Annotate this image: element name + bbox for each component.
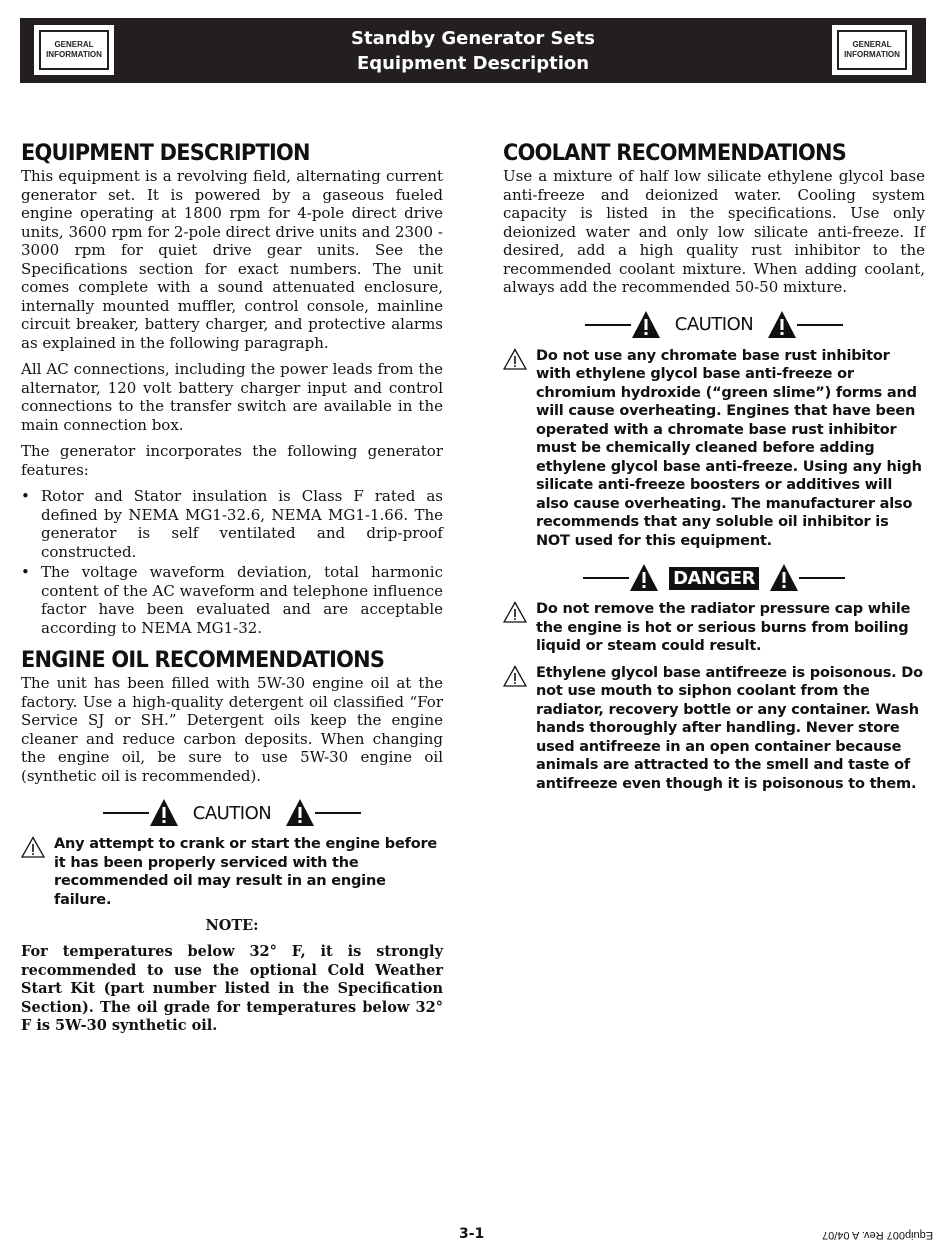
badge-right-text: GENERAL INFORMATION [837,30,907,70]
right-column [503,140,925,801]
banner-rule [583,577,629,579]
radiator-cap-warning [503,600,925,656]
list-item-text: Rotor and Stator insulation is Class F rated as defined by NEMA MG1-32.6, NEMA MG1-1.66. The generator is self ventilated and drip-proof constructed. [41,487,443,561]
header-title [140,26,806,76]
banner-rule [797,324,843,326]
equipment-paragraph-1: This equipment is a revolving field, alternating current generator set. It is powered by a gaseous fueled engine operating at 1800 rpm for 4-pole direct drive units, 3600 rpm for 2-pole direct drive units and 2300 - 3000 rpm for quiet drive gear units. See the Specifications section for exact numbers. The unit comes complete with a sound attenuated enclosure, internally mounted muffler, control console, mainline circuit breaker, battery charger, and protective alarms as explained in the following paragraph. [21,167,443,352]
danger-banner [503,558,925,598]
coolant-paragraph: Use a mixture of half low silicate ethylene glycol base anti-freeze and deionized water. Cooling system capacity is listed in the specifications. Use only deionized water and only low silicate anti-freeze. If desired, add a high quality rust inhibitor to the recommended coolant mixture. When adding coolant, always add the recommended 50-50 mixture. [503,167,925,296]
caution-outline-icon [21,836,45,858]
equipment-paragraph-2: All AC connections, including the power leads from the alternator, 120 volt battery charger input and control connections to the transfer switch are available in the main connection box. [21,360,443,434]
caution-outline-icon [503,348,527,370]
engine-oil-paragraph: The unit has been filled with 5W-30 engine oil at the factory. Use a high-quality detergent oil classified “For Service SJ or SH.” Detergent oils keep the engine cleaner and reduce carbon deposits. When changing the engine oil, be sure to use 5W-30 engine oil (synthetic oil is recommended). [21,674,443,785]
oil-caution-warning [21,835,443,909]
warning-text: Do not use any chromate base rust inhibitor with ethylene glycol base anti-freeze or chromium hydroxide (“green slime”) forms and will cause overheating. Engines that have been operated with a chromate base rust inhibitor must be chemically cleaned before adding ethylene glycol base anti-freeze. Using any high silicate anti-freeze boosters or additives will also cause overheating. The manufacturer also recommends that any soluble oil inhibitor is NOT used for this equipment. [536,347,922,549]
page-header [20,18,926,83]
header-title-line2: Equipment Description [356,53,590,74]
caution-banner [21,793,443,833]
engine-oil-heading: ENGINE OIL RECOMMENDATIONS [21,648,385,673]
badge-left-text: GENERAL INFORMATION [39,30,109,70]
list-item [21,563,443,637]
caution-banner [503,305,925,345]
caution-label: CAUTION [192,802,272,824]
caution-label: CAUTION [674,314,754,335]
coolant-heading: COOLANT RECOMMENDATIONS [503,141,846,166]
bullet-glyph: • [21,563,30,581]
general-information-badge-left [34,25,114,75]
warning-triangle-icon [767,310,797,340]
header-title-line1: Standby Generator Sets [351,28,595,49]
caution-outline-icon [503,601,527,623]
banner-rule [799,577,845,579]
warning-triangle-icon [149,798,179,828]
warning-triangle-icon [631,310,661,340]
feature-list [21,487,443,637]
warning-text: Ethylene glycol base antifreeze is poisonous. Do not use mouth to siphon coolant from the radiator, recovery bottle or any container. Wash hands thoroughly after handling. Never store used antifreeze in an open container because animals are attracted to the smell and taste of antifreeze even though it is poisonous to them. [536,664,923,792]
danger-label: DANGER [669,567,759,590]
equipment-description-heading: EQUIPMENT DESCRIPTION [21,141,310,166]
general-information-badge-right [832,25,912,75]
warning-triangle-icon [285,798,315,828]
bullet-glyph: • [21,487,30,505]
antifreeze-poison-warning [503,664,925,794]
left-column [21,140,443,1036]
coolant-caution-warning [503,347,925,551]
warning-triangle-icon [629,563,659,593]
warning-triangle-icon [769,563,799,593]
note-title: NOTE: [205,917,259,934]
banner-rule [103,812,149,814]
list-item [21,487,443,561]
note-body: For temperatures below 32° F, it is strongly recommended to use the optional Cold Weather Start Kit (part number listed in the Specification Section). The oil grade for temperatures below 32° F is 5W-30 synthetic oil. [21,943,443,1034]
list-item-text: The voltage waveform deviation, total harmonic content of the AC waveform and telephone influence factor have been evaluated and are acceptable according to NEMA MG1-32. [41,563,443,637]
equipment-paragraph-3: The generator incorporates the following generator features: [21,442,443,479]
document-code: Equip007 Rev. A 04/07 [822,1229,934,1241]
banner-rule [315,812,361,814]
warning-text: Do not remove the radiator pressure cap while the engine is hot or serious burns from boiling liquid or steam could result. [536,601,911,654]
caution-outline-icon [503,665,527,687]
banner-rule [585,324,631,326]
page-number: 3-1 [459,1226,485,1242]
warning-text: Any attempt to crank or start the engine before it has been properly serviced with the recommended oil may result in an engine failure. [54,836,438,908]
